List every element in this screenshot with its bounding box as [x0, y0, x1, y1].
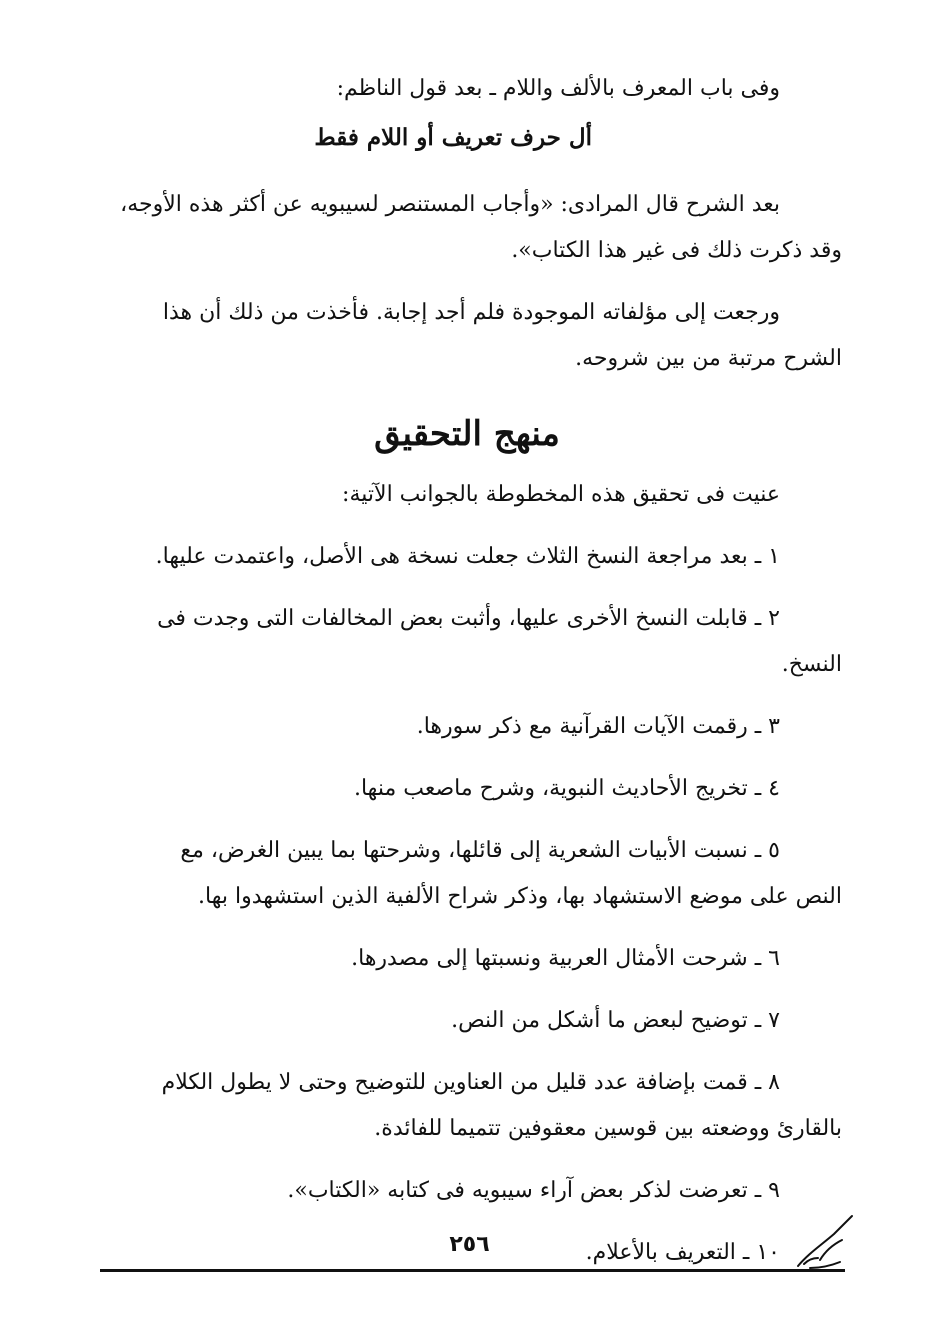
list-item-line: ٣ ـ رقمت الآيات القرآنية مع ذكر سورها.	[416, 714, 780, 739]
list-item	[92, 704, 842, 750]
section-lead: عنيت فى تحقيق هذه المخطوطة بالجوانب الآتية:	[342, 482, 780, 507]
quote-line-2: وقد ذكرت ذلك فى غير هذا الكتاب».	[511, 238, 842, 263]
method-list	[92, 534, 842, 1276]
footer-rule	[100, 1269, 845, 1272]
list-item-line: ١٠ ـ التعريف بالأعلام.	[585, 1240, 780, 1265]
quote-line-1: بعد الشرح قال المرادى: «وأجاب المستنصر لسيبويه عن أكثر هذه الأوجه،	[120, 192, 780, 217]
list-item	[92, 596, 842, 688]
list-item-line: ٧ ـ توضيح لبعض ما أشكل من النص.	[451, 1008, 780, 1033]
list-item	[92, 766, 842, 812]
list-item-line: ٢ ـ قابلت النسخ الأخرى عليها، وأثبت بعض المخالفات التى وجدت فى	[157, 606, 780, 631]
list-item	[92, 936, 842, 982]
list-item	[92, 534, 842, 580]
list-item-line: ٦ ـ شرحت الأمثال العربية ونسبتها إلى مصدرها.	[351, 946, 780, 971]
list-item-line: ٥ ـ نسبت الأبيات الشعرية إلى قائلها، وشرحتها بما يبين الغرض، مع	[180, 838, 780, 863]
works-line-1: ورجعت إلى مؤلفاته الموجودة فلم أجد إجابة. فأخذت من ذلك أن هذا	[162, 300, 780, 325]
verse-line: أل حرف تعريف أو اللام فقط	[314, 124, 592, 151]
list-item-line: ١ ـ بعد مراجعة النسخ الثلاث جعلت نسخة هى الأصل، واعتمدت عليها.	[155, 544, 780, 569]
list-item-line: النسخ.	[781, 652, 842, 677]
list-item	[92, 1060, 842, 1152]
list-item-line: ٨ ـ قمت بإضافة عدد قليل من العناوين للتوضيح وحتى لا يطول الكلام	[161, 1070, 780, 1095]
list-item-line: بالقارئ ووضعته بين قوسين معقوفين تتميما للفائدة.	[374, 1116, 842, 1141]
list-item-line: النص على موضع الاستشهاد بها، وذكر شراح الألفية الذين استشهدوا بها.	[198, 884, 842, 909]
intro-line: وفى باب المعرف بالألف واللام ـ بعد قول الناظم:	[336, 76, 780, 101]
list-item	[92, 828, 842, 920]
page-body	[92, 66, 842, 1266]
quote-paragraph	[92, 182, 842, 274]
works-line-2: الشرح مرتبة من بين شروحه.	[575, 346, 842, 371]
section-heading: منهج التحقيق	[374, 414, 560, 454]
flourish-ornament	[790, 1210, 860, 1274]
list-item-line: ٩ ـ تعرضت لذكر بعض آراء سيبويه فى كتابه «الكتاب».	[287, 1178, 780, 1203]
list-item-line: ٤ ـ تخريج الأحاديث النبوية، وشرح ماصعب منها.	[353, 776, 780, 801]
page-number: ٢٥٦	[449, 1232, 490, 1257]
works-paragraph	[92, 290, 842, 382]
list-item	[92, 1168, 842, 1214]
list-item	[92, 998, 842, 1044]
